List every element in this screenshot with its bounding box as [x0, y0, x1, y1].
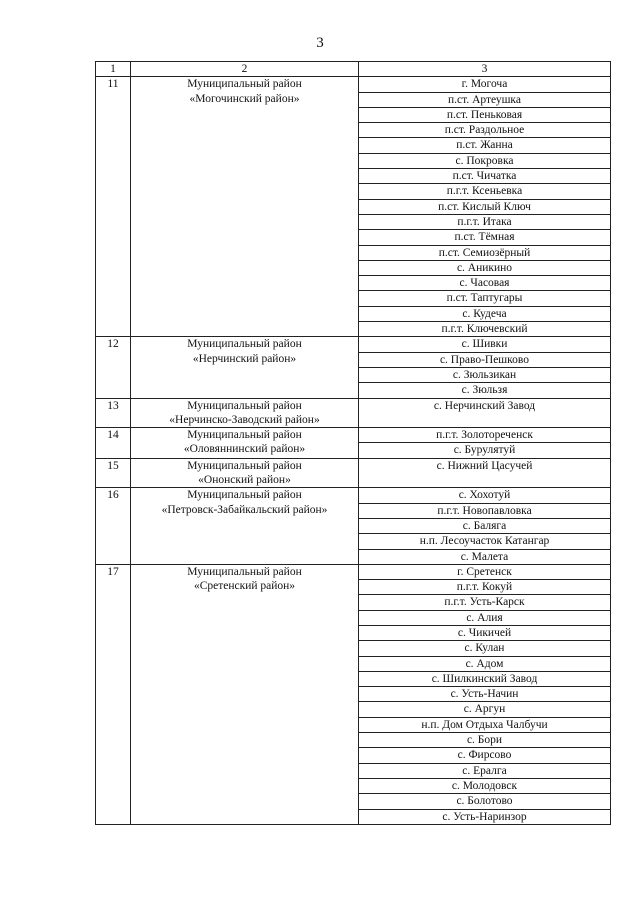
settlement-cell: с. Аргун: [359, 702, 611, 717]
district-name: «Могочинский район»: [189, 92, 300, 105]
page-number: 3: [316, 35, 324, 51]
settlement-cell: с. Шивки: [359, 337, 611, 352]
column-header-number: 1: [96, 62, 131, 77]
settlement-cell: с. Бурулятуй: [359, 443, 611, 458]
settlement-cell: с. Покровка: [359, 153, 611, 168]
settlement-cell: с. Болотово: [359, 794, 611, 809]
table-row: [96, 337, 611, 352]
settlements-table: [95, 61, 611, 825]
table-header-row: [96, 62, 611, 77]
settlement-cell: с. Нерчинский Завод: [359, 398, 611, 428]
district-cell: [131, 428, 359, 459]
table-row: [96, 458, 611, 488]
settlement-cell: н.п. Дом Отдыха Чалбучи: [359, 717, 611, 732]
settlement-cell: с. Фирсово: [359, 748, 611, 763]
district-type: Муниципальный район: [187, 338, 302, 351]
settlement-cell: г. Сретенск: [359, 564, 611, 579]
settlement-cell: п.г.т. Ксеньевка: [359, 184, 611, 199]
column-header-settlement: 3: [359, 62, 611, 77]
table-row: [96, 488, 611, 503]
settlement-cell: п.г.т. Золотореченск: [359, 428, 611, 443]
row-number: 17: [96, 564, 131, 824]
settlement-cell: с. Аникино: [359, 260, 611, 275]
district-type: Муниципальный район: [187, 429, 302, 442]
settlement-cell: с. Алия: [359, 610, 611, 625]
settlement-cell: п.ст. Артеушка: [359, 92, 611, 107]
settlement-cell: с. Зюльзя: [359, 383, 611, 398]
row-number: 12: [96, 337, 131, 398]
settlement-cell: с. Шилкинский Завод: [359, 671, 611, 686]
row-number: 15: [96, 458, 131, 488]
settlement-cell: п.ст. Жанна: [359, 138, 611, 153]
settlement-cell: с. Чикичей: [359, 625, 611, 640]
district-cell: [131, 564, 359, 824]
district-cell: [131, 458, 359, 488]
settlement-cell: п.г.т. Новопавловка: [359, 503, 611, 518]
row-number: 14: [96, 428, 131, 459]
settlement-cell: с. Зюльзикан: [359, 367, 611, 382]
column-header-district: 2: [131, 62, 359, 77]
settlement-cell: г. Могоча: [359, 77, 611, 92]
settlement-cell: п.ст. Тёмная: [359, 230, 611, 245]
settlement-cell: п.г.т. Ключевский: [359, 322, 611, 337]
settlement-cell: с. Усть-Начин: [359, 687, 611, 702]
settlement-cell: с. Нижний Цасучей: [359, 458, 611, 488]
settlement-cell: с. Баляга: [359, 518, 611, 533]
district-name: «Нерчинско-Заводский район»: [169, 413, 320, 426]
settlement-cell: с. Усть-Наринзор: [359, 809, 611, 824]
table-row: [96, 77, 611, 92]
district-type: Муниципальный район: [187, 78, 302, 91]
district-cell: [131, 488, 359, 564]
settlement-cell: п.г.т. Усть-Карск: [359, 595, 611, 610]
row-number: 11: [96, 77, 131, 337]
settlement-cell: п.ст. Раздольное: [359, 123, 611, 138]
settlement-cell: с. Адом: [359, 656, 611, 671]
settlement-cell: п.г.т. Кокуй: [359, 580, 611, 595]
settlement-cell: п.г.т. Итака: [359, 214, 611, 229]
settlement-cell: н.п. Лесоучасток Катангар: [359, 534, 611, 549]
table-row: [96, 398, 611, 428]
settlement-cell: с. Хохотуй: [359, 488, 611, 503]
district-name: «Нерчинский район»: [192, 352, 297, 365]
district-cell: [131, 77, 359, 337]
district-name: «Петровск-Забайкальский район»: [161, 503, 328, 516]
settlement-cell: с. Бори: [359, 733, 611, 748]
district-type: Муниципальный район: [187, 489, 302, 502]
district-name: «Ононский район»: [198, 474, 291, 487]
district-cell: [131, 337, 359, 398]
settlement-cell: п.ст. Кислый Ключ: [359, 199, 611, 214]
district-type: Муниципальный район: [187, 459, 302, 472]
district-type: Муниципальный район: [187, 399, 302, 412]
settlement-cell: п.ст. Чичатка: [359, 169, 611, 184]
district-type: Муниципальный район: [187, 565, 302, 578]
settlement-cell: с. Ералга: [359, 763, 611, 778]
settlement-cell: с. Малета: [359, 549, 611, 564]
settlement-cell: п.ст. Семиозёрный: [359, 245, 611, 260]
district-cell: [131, 398, 359, 428]
district-name: «Оловяннинский район»: [183, 443, 306, 456]
settlement-cell: п.ст. Таптугары: [359, 291, 611, 306]
row-number: 13: [96, 398, 131, 428]
settlement-cell: с. Кулан: [359, 641, 611, 656]
settlement-cell: с. Часовая: [359, 276, 611, 291]
table-row: [96, 564, 611, 579]
settlement-cell: с. Молодовск: [359, 778, 611, 793]
settlement-cell: с. Кудеча: [359, 306, 611, 321]
settlement-cell: с. Право-Пешково: [359, 352, 611, 367]
table-body: [96, 77, 611, 825]
table-row: [96, 428, 611, 443]
settlement-cell: п.ст. Пеньковая: [359, 107, 611, 122]
row-number: 16: [96, 488, 131, 564]
district-name: «Сретенский район»: [193, 580, 296, 593]
